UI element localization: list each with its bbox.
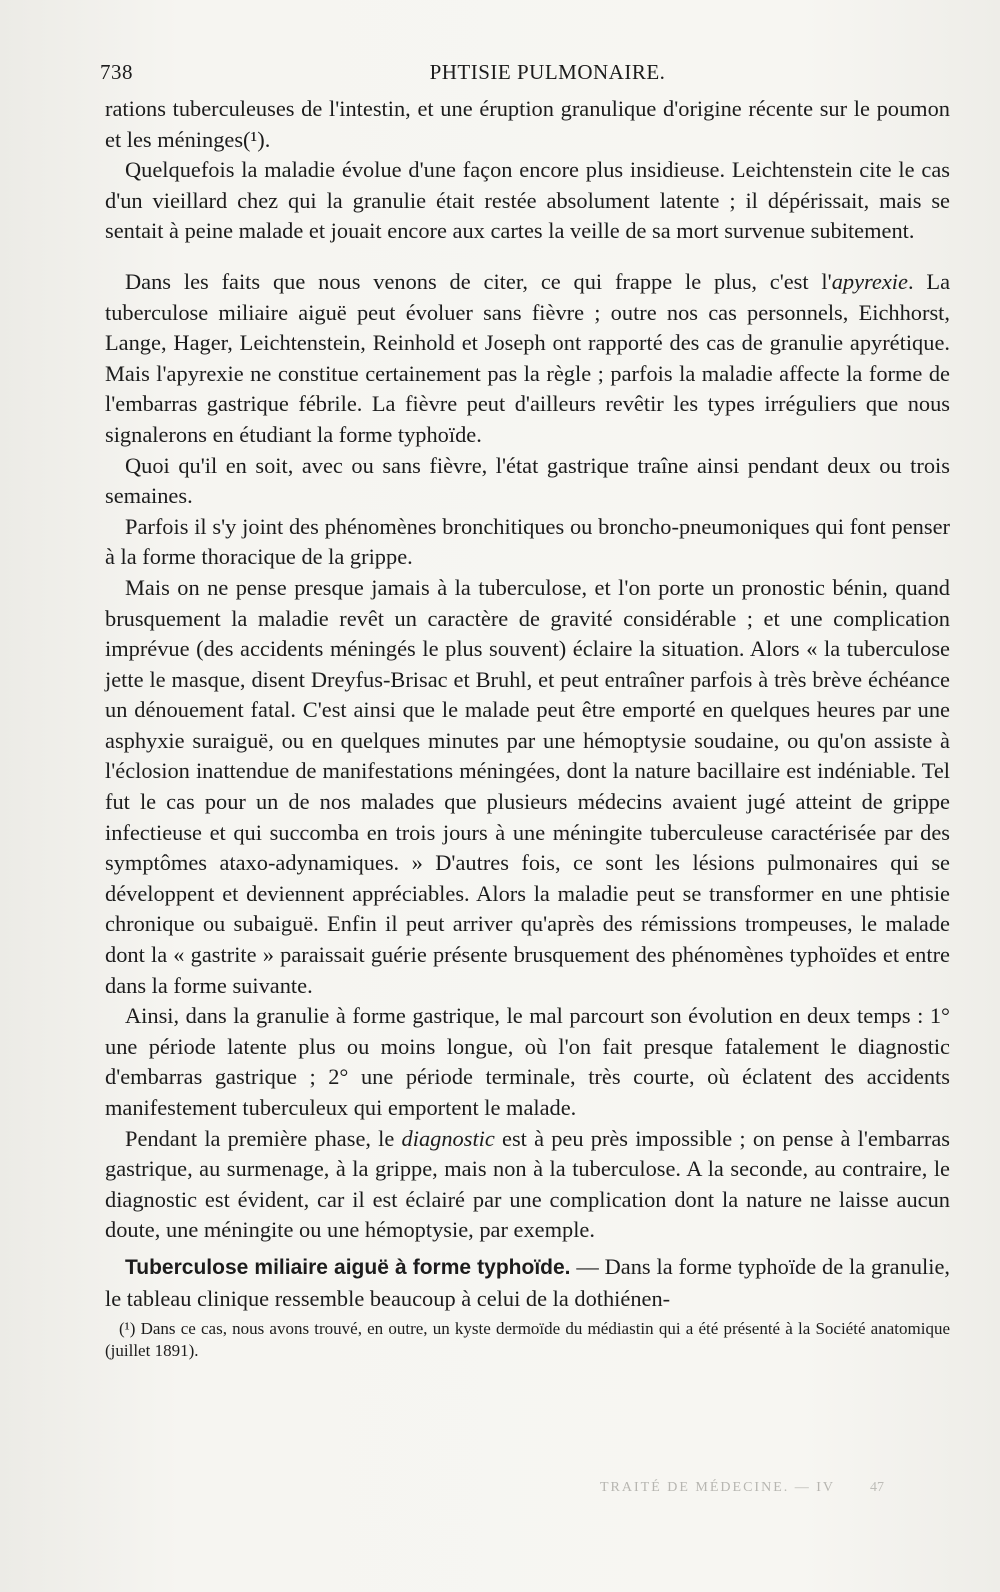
page-number: 738 — [100, 60, 133, 84]
bleed-through-number: 47 — [870, 1480, 884, 1495]
paragraph-7: Ainsi, dans la granulie à forme gastrique, le mal parcourt son évolution en deux temps : 1° une période latente plus ou moins longue, où l'on fait presque fatalement le diagnostic d'embarras gastrique ; 2° une période terminale, très courte, où éclatent des accidents manifestement tuberculeux qui emportent le malade. — [105, 1003, 950, 1120]
paragraph-8-text-b: est à peu près impossible ; on pense à l'embarras gastrique, au surmenage, à la grippe, mais non à la tuberculose. A la seconde, au contraire, le diagnostic est évident, car il est éclairé par une complication dont la nature ne laisse aucun doute, une méningite ou une hémoptysie, par exemple. — [105, 1125, 950, 1243]
emphasis-apyrexie: apyrexie — [831, 268, 908, 294]
footnote-ref[interactable]: (¹) — [243, 126, 265, 152]
page-header — [100, 60, 950, 94]
paragraph-1-end: . — [264, 126, 271, 152]
paragraph-8-text-a: Pendant la première phase, le — [125, 1125, 402, 1151]
running-title: PHTISIE PULMONAIRE. — [429, 60, 666, 84]
paragraph-1-text: rations tuberculeuses de l'intestin, et une éruption granulique d'origine récente sur le poumon et les méninges — [105, 96, 950, 152]
paragraph-3 — [105, 267, 950, 451]
paragraph-9 — [105, 1252, 950, 1314]
paragraph-4: Quoi qu'il en soit, avec ou sans fièvre, l'état gastrique traîne ainsi pendant deux ou trois semaines. — [105, 452, 950, 509]
emphasis-diagnostic: diagnostic — [401, 1125, 495, 1151]
paragraph-6: Mais on ne pense presque jamais à la tuberculose, et l'on porte un pronostic bénin, quand brusquement la maladie revêt un caractère de gravité considérable ; et une complication imprévue (des accidents méningés le plus souvent) éclaire la situation. Alors « la tuberculose jette le masque, disent Dreyfus-Brisac et Bruhl, et peut entraîner parfois à très brève échéance un dénouement fatal. C'est ainsi que le malade peut être emporté en quelques heures par une asphyxie suraiguë, ou en quelques minutes par une hémoptysie soudaine, ou qu'on assiste à l'éclosion inattendue de manifestations méningées, dont la nature bacillaire est indéniable. Tel fut le cas pour un de nos malades que plusieurs médecins avaient jugé atteint de grippe infectieuse et qui succomba en trois jours à une méningite tuberculeuse caractérisée par des symptômes ataxo-adynamiques. » D'autres fois, ce sont les lésions pulmonaires qui se développent et deviennent appréciables. Alors la maladie peut se transformer en une phtisie chronique ou subaiguë. Enfin il peut arriver qu'après des rémissions trompeuses, le malade dont la « gastrite » paraissait guérie présente brusquement des phénomènes typhoïdes et entre dans la forme suivante. — [105, 574, 950, 998]
paragraph-9-text: — Dans la forme typhoïde de la granulie, le tableau clinique ressemble beaucoup à celui de la dothiénen- — [105, 1253, 950, 1311]
bleed-through-text: TRAITÉ DE MÉDECINE. — IV — [600, 1480, 836, 1495]
footnotes — [105, 1318, 950, 1362]
paragraph-3-text-b: . La tuberculose miliaire aiguë peut évoluer sans fièvre ; outre nos cas personnels, Eichhorst, Lange, Hager, Leichtenstein, Reinhold et Joseph ont rapporté des cas de granulie apyrétique. Mais l'apyrexie ne constitue certainement pas la règle ; parfois la maladie affecte la forme de l'embarras gastrique fébrile. La fièvre peut d'ailleurs revêtir les types irréguliers que nous signalerons en étudiant la forme typhoïde. — [105, 268, 951, 447]
paragraph-1 — [105, 94, 950, 155]
paragraph-5: Parfois il s'y joint des phénomènes bronchitiques ou broncho-pneumoniques qui font penser à la forme thoracique de la grippe. — [105, 513, 950, 570]
paragraph-2: Quelquefois la maladie évolue d'une façon encore plus insidieuse. Leichtenstein cite le cas d'un vieillard chez qui la granulie était restée absolument latente ; il dépérissait, mais se sentait à peine malade et jouait encore aux cartes la veille de sa mort survenue subitement. — [105, 157, 950, 244]
paragraph-3-text-a: Dans les faits que nous venons de citer, ce qui frappe le plus, c'est l' — [125, 268, 832, 294]
section-heading: Tuberculose miliaire aiguë à forme typhoïde. — [125, 1255, 571, 1279]
body-text — [105, 94, 950, 1314]
paragraph-8 — [105, 1124, 950, 1246]
footnote-1: (¹) Dans ce cas, nous avons trouvé, en outre, un kyste dermoïde du médiastin qui a été présenté à la Société anatomique (juillet 1891). — [105, 1319, 950, 1361]
